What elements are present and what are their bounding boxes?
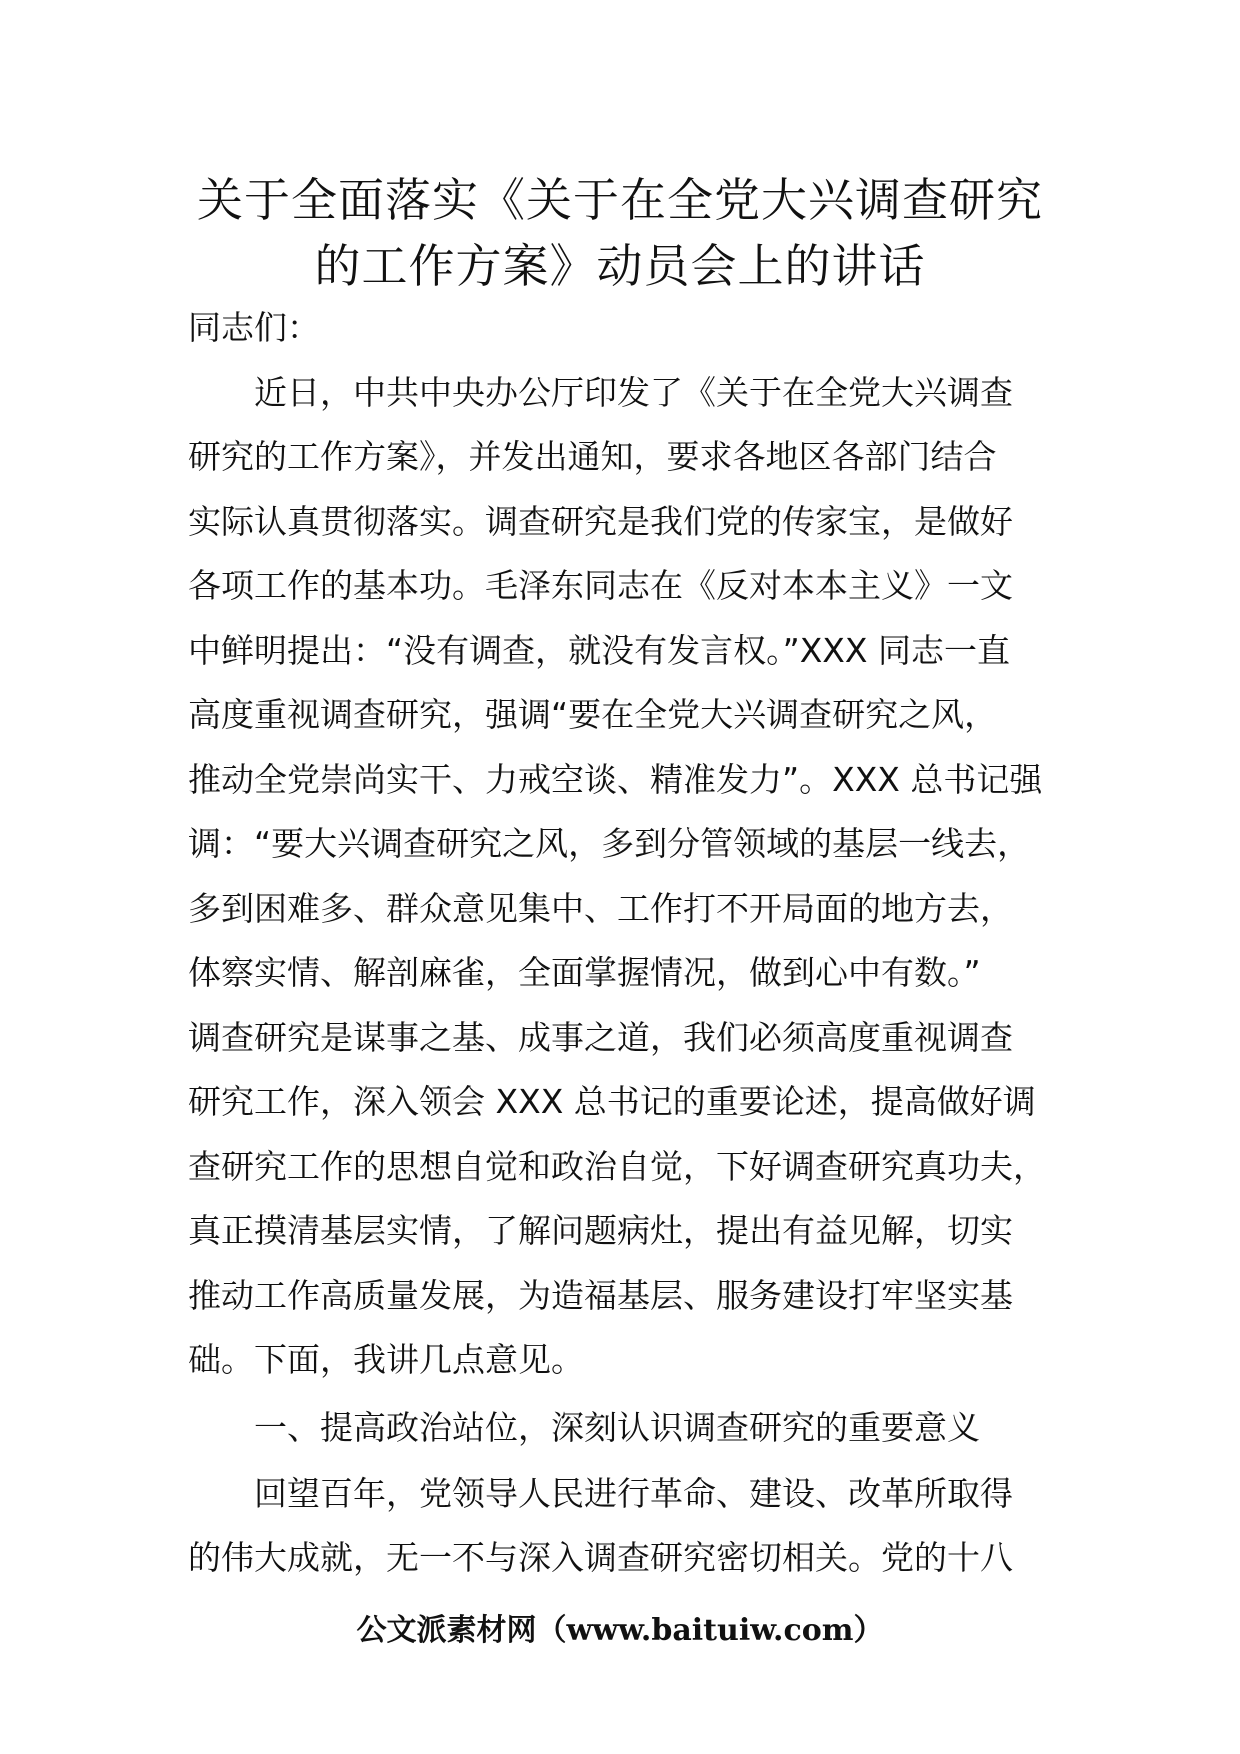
paragraph-1-line: 高度重视调查研究，强调“要在全党大兴调查研究之风， (188, 695, 998, 734)
paragraph-1-line: 研究的工作方案》，并发出通知，要求各地区各部门结合 (188, 437, 997, 476)
paragraph-1-line: 实际认真贯彻落实。调查研究是我们党的传家宝，是做好 (188, 501, 1013, 541)
paragraph-2-line: 回望百年，党领导人民进行革命、建设、改革所取得 (254, 1473, 1013, 1513)
paragraph-1-line: 各项工作的基本功。毛泽东同志在《反对本本主义》一文 (188, 566, 1013, 605)
paragraph-2-line: 的伟大成就，无一不与深入调查研究密切相关。党的十八 (188, 1538, 1013, 1577)
section-1-heading: 一、提高政治站位，深刻认识调查研究的重要意义 (254, 1407, 980, 1447)
paragraph-1-line: 推动工作高质量发展，为造福基层、服务建设打牢坚实基 (188, 1275, 1013, 1315)
paragraph-1-line: 真正摸清基层实情，了解问题病灶，提出有益见解，切实 (188, 1211, 1013, 1250)
paragraph-1-line: 研究工作，深入领会 XXX 总书记的重要论述，提高做好调 (188, 1082, 1036, 1121)
paragraph-1-line: 推动全党崇尚实干、力戒空谈、精准发力”。XXX 总书记强 (188, 759, 1043, 799)
document-body (188, 296, 1068, 1591)
paragraph-1-line: 近日，中共中央办公厅印发了《关于在全党大兴调查 (254, 372, 1013, 412)
paragraph-1-line: 调查研究是谋事之基、成事之道，我们必须高度重视调查 (188, 1017, 1013, 1057)
paragraph-1-line: 多到困难多、群众意见集中、工作打不开局面的地方去， (188, 888, 1013, 928)
document-title-line-2: 的工作方案》动员会上的讲话 (314, 239, 926, 293)
paragraph-1-line: 体察实情、解剖麻雀，全面掌握情况，做到心中有数。” (188, 953, 981, 992)
salutation: 同志们： (188, 308, 320, 347)
paragraph-1-line: 础。下面，我讲几点意见。 (188, 1340, 584, 1379)
paragraph-1-line: 调：“要大兴调查研究之风，多到分管领域的基层一线去， (188, 824, 1031, 863)
paragraph-1-line: 查研究工作的思想自觉和政治自觉，下好调查研究真功夫， (188, 1146, 1046, 1186)
paragraph-1-line: 中鲜明提出：“没有调查，就没有发言权。”XXX 同志一直 (188, 630, 1011, 670)
footer-watermark: 公文派素材网（www.baituiw.com） (356, 1613, 884, 1648)
document-title-line-1: 关于全面落实《关于在全党大兴调查研究 (197, 173, 1043, 227)
